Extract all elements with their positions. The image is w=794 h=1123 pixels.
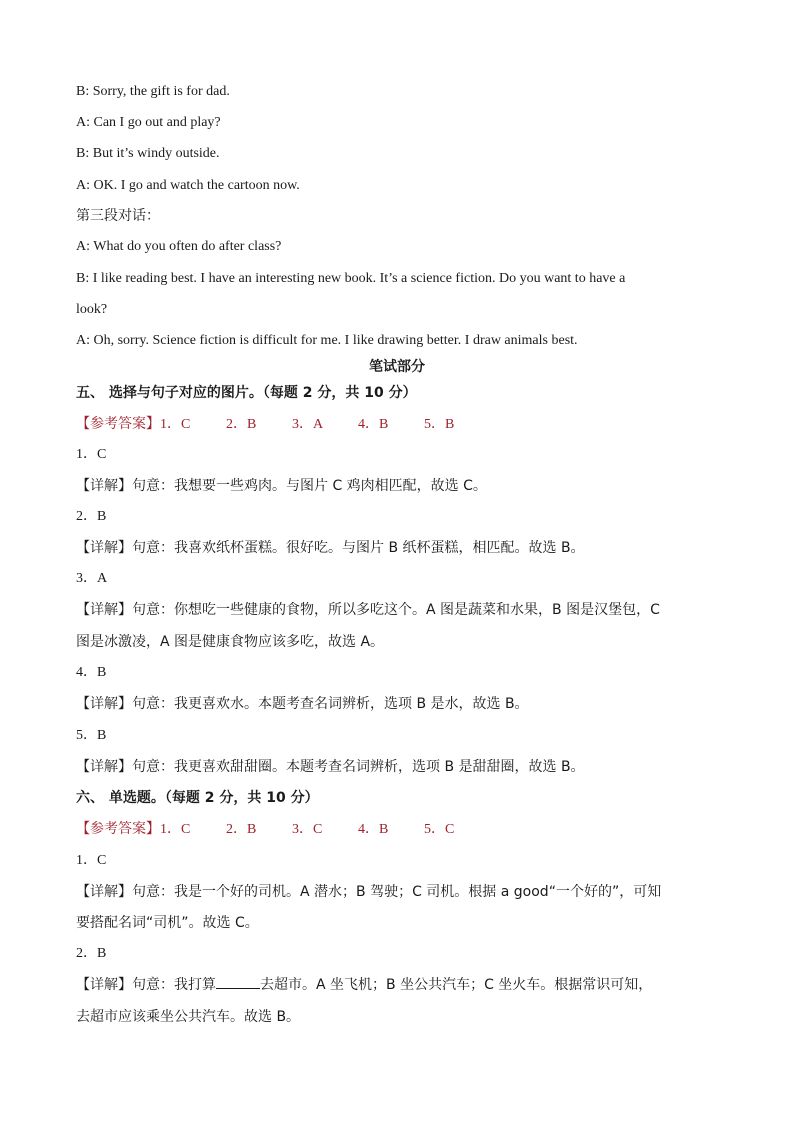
- dialogue-line: A: What do you often do after class?: [76, 239, 282, 254]
- question-number: 2．B: [76, 509, 107, 524]
- question-number: 1．C: [76, 853, 107, 868]
- explanation-label: 【详解】: [76, 977, 132, 993]
- answer-item: 3．A: [292, 417, 324, 432]
- section-title: 五、 选择与句子对应的图片。（每题 2 分，共 10 分）: [76, 385, 417, 401]
- dialogue-line: B: I like reading best. I have an interesting new book. It’s a science fiction. Do you want to have a: [76, 271, 626, 286]
- dialogue-line: look?: [76, 302, 108, 317]
- explanation-label: 【详解】: [76, 759, 132, 775]
- question-number: 1．C: [76, 447, 107, 462]
- answer-key-label: 【参考答案】: [76, 416, 160, 432]
- explanation-text-after-blank: 去超市。A 坐飞机；B 坐公共汽车；C 坐火车。根据常识可知，: [260, 977, 653, 993]
- answer-item: 5．C: [424, 822, 455, 837]
- written-section-title: 笔试部分: [369, 359, 425, 375]
- question-number: 4．B: [76, 665, 107, 680]
- question-number: 2．B: [76, 946, 107, 961]
- answer-item: 1．C: [160, 417, 191, 432]
- section-title: 六、 单选题。（每题 2 分，共 10 分）: [76, 790, 319, 806]
- question-number: 5．B: [76, 728, 107, 743]
- explanation: [76, 476, 487, 496]
- answer-item: 3．C: [292, 822, 323, 837]
- answer-item: 2．B: [226, 822, 257, 837]
- dialogue-line: A: Oh, sorry. Science fiction is difficult for me. I like drawing better. I draw animals best.: [76, 333, 578, 348]
- explanation-continued: 要搭配名词“司机”。故选 C。: [76, 915, 259, 931]
- dialogue-line: B: Sorry, the gift is for dad.: [76, 84, 230, 99]
- explanation-label: 【详解】: [76, 884, 132, 900]
- explanation: [76, 694, 529, 714]
- explanation: [76, 882, 661, 902]
- answer-item: 5．B: [424, 417, 455, 432]
- fill-in-blank: [216, 975, 260, 989]
- explanation-text: 句意：我更喜欢水。本题考查名词辨析，选项 B 是水，故选 B。: [132, 696, 529, 712]
- explanation: [76, 757, 585, 777]
- answer-item: 4．B: [358, 417, 389, 432]
- explanation-text-before-blank: 句意：我打算: [132, 977, 216, 993]
- explanation-text: 句意：我更喜欢甜甜圈。本题考查名词辨析，选项 B 是甜甜圈，故选 B。: [132, 759, 585, 775]
- explanation-text: 句意：我想要一些鸡肉。与图片 C 鸡肉相匹配，故选 C。: [132, 478, 487, 494]
- answer-key: [76, 819, 454, 840]
- answer-key: [76, 414, 454, 435]
- dialogue-line: B: But it’s windy outside.: [76, 146, 220, 161]
- answer-item: 2．B: [226, 417, 257, 432]
- dialogue-heading: 第三段对话：: [76, 208, 160, 224]
- explanation-continued: 去超市应该乘坐公共汽车。故选 B。: [76, 1009, 301, 1025]
- explanation: [76, 600, 660, 620]
- explanation-label: 【详解】: [76, 696, 132, 712]
- answer-item: 4．B: [358, 822, 389, 837]
- explanation-text: 句意：你想吃一些健康的食物，所以多吃这个。A 图是蔬菜和水果，B 图是汉堡包，C: [132, 602, 660, 618]
- explanation: [76, 538, 585, 558]
- answer-item: 1．C: [160, 822, 191, 837]
- answer-key-label: 【参考答案】: [76, 821, 160, 837]
- explanation-label: 【详解】: [76, 540, 132, 556]
- explanation-continued: 图是冰激凌，A 图是健康食物应该多吃，故选 A。: [76, 634, 385, 650]
- dialogue-line: A: Can I go out and play?: [76, 115, 221, 130]
- explanation-text: 句意：我是一个好的司机。A 潜水；B 驾驶；C 司机。根据 a good“一个好的”，可知: [132, 884, 662, 900]
- explanation-text: 句意：我喜欢纸杯蛋糕。很好吃。与图片 B 纸杯蛋糕，相匹配。故选 B。: [132, 540, 585, 556]
- explanation: [76, 975, 652, 995]
- explanation-label: 【详解】: [76, 602, 132, 618]
- dialogue-line: A: OK. I go and watch the cartoon now.: [76, 178, 300, 193]
- question-number: 3．A: [76, 571, 108, 586]
- explanation-label: 【详解】: [76, 478, 132, 494]
